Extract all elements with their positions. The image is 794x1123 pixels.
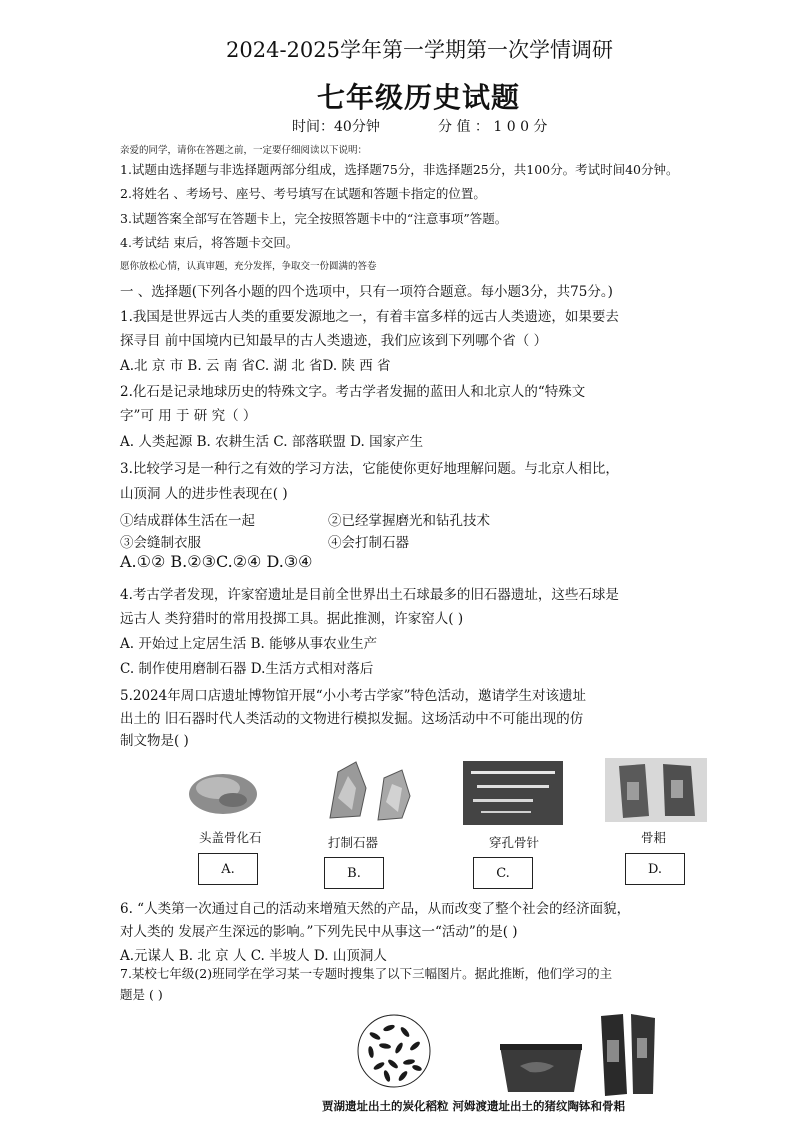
q1-line-2: 探寻目 前中国境内已知最早的古人类遗迹，我们应该到下列哪个省（ ） [120, 333, 548, 349]
carbonized-rice-image [355, 1012, 433, 1090]
q3-item-1: ①结成群体生活在一起 [120, 513, 255, 529]
q7-line-1: 7.某校七年级(2)班同学在学习某一专题时搜集了以下三幅图片。据此推断，他们学习的主 [120, 966, 613, 981]
q3-item-3: ③会缝制衣服 [120, 535, 201, 551]
perforated-bone-needle-image [463, 761, 563, 825]
q4-line-1: 4.考古学者发现，许家窑遗址是目前全世界出土石球最多的旧石器遗址，这些石球是 [120, 587, 619, 603]
choice-box-a: A. [198, 853, 258, 885]
q2-options: A. 人类起源 B. 农耕生活 C. 部落联盟 D. 国家产生 [120, 434, 424, 450]
q2-line-2: 字”可 用 于 研 究（ ） [120, 408, 257, 424]
caption-bone-spade: 骨耜 [641, 830, 667, 845]
exam-time: 时间：40分钟 [292, 119, 380, 135]
caption-bone-needle: 穿孔骨针 [489, 835, 540, 850]
q2-line-1: 2.化石是记录地球历史的特殊文字。考古学者发掘的蓝田人和北京人的“特殊文 [120, 384, 586, 400]
q5-line-1: 5.2024年周口店遗址博物馆开展“小小考古学家”特色活动，邀请学生对该遗址 [120, 688, 587, 704]
q5-line-3: 制文物是( ) [120, 733, 189, 749]
q7-line-2: 题是 ( ) [120, 987, 163, 1002]
q6-options: A.元谋人 B. 北 京 人 C. 半坡人 D. 山顶洞人 [120, 948, 387, 964]
choice-box-d: D. [625, 853, 685, 885]
q3-item-2: ②已经掌握磨光和钻孔技术 [328, 513, 490, 529]
q4-line-2: 远古人 类狩猎时的常用投掷工具。据此推测，许家窑人( ) [120, 611, 464, 627]
notice-item-3: 3.试题答案全部写在答题卡上，完全按照答题卡中的“注意事项”答题。 [120, 211, 508, 226]
notice-item-4: 4.考试结 束后，将答题卡交回。 [120, 235, 299, 250]
chipped-stone-tools-image [322, 758, 414, 824]
notice-item-2: 2.将姓名 、考场号、座号、考号填写在试题和答题卡指定的位置。 [120, 186, 486, 201]
q4-options-cd: C. 制作使用磨制石器 D.生活方式相对落后 [120, 661, 374, 677]
bone-spade-image [605, 758, 707, 822]
choice-box-b: B. [324, 857, 384, 889]
page-title: 七年级历史试题 [317, 81, 521, 114]
bone-spade-image-2 [597, 1010, 659, 1098]
school-exam-line: 2024-2025学年第一学期第一次学情调研 [226, 38, 613, 62]
caption-chipped-stone: 打制石器 [328, 835, 379, 850]
pig-pattern-pottery-bowl-image [496, 1040, 586, 1096]
q6-line-1: 6. “人类第一次通过自己的活动来增殖天然的产品，从而改变了整个社会的经济面貌， [120, 901, 631, 917]
caption-skull-fossil: 头盖骨化石 [199, 830, 262, 845]
q3-line-2: 山顶洞 人的进步性表现在( ) [120, 486, 288, 502]
q1-options: A.北 京 市 B. 云 南 省C. 湖 北 省D. 陕 西 省 [120, 358, 391, 374]
q3-item-4: ④会打制石器 [328, 535, 409, 551]
section-heading: 一 、选择题(下列各小题的四个选项中，只有一项符合题意。每小题3分，共75分。) [120, 284, 613, 300]
q3-line-1: 3.比较学习是一种行之有效的学习方法，它能使你更好地理解问题。与北京人相比， [120, 461, 619, 477]
notice-item-1: 1.试题由选择题与非选择题两部分组成，选择题75分，非选择题25分，共100分。考试时间40分钟。 [120, 162, 679, 177]
choice-box-c: C. [473, 857, 533, 889]
q5-line-2: 出土的 旧石器时代人类活动的文物进行模拟发掘。这场活动中不可能出现的仿 [120, 711, 584, 727]
exam-score: 分 值 ： 1 0 0 分 [438, 119, 548, 135]
q4-options-ab: A. 开始过上定居生活 B. 能够从事农业生产 [120, 636, 378, 652]
notice-wish: 愿你放松心情，认真审题，充分发挥，争取交一份圆满的答卷 [120, 261, 377, 272]
q7-image-caption: 贾湖遗址出土的炭化稻粒 河姆渡遗址出土的猪纹陶钵和骨耜 [322, 1099, 626, 1113]
q6-line-2: 对人类的 发展产生深远的影响。”下列先民中从事这一“活动”的是( ) [120, 924, 518, 940]
notice-intro: 亲爱的同学，请你在答题之前，一定要仔细阅读以下说明： [120, 145, 368, 156]
skull-fossil-image [183, 762, 263, 822]
q3-answers: A.①② B.②③C.②④ D.③④ [120, 552, 313, 571]
q1-line-1: 1.我国是世界远古人类的重要发源地之一，有着丰富多样的远古人类遗迹，如果要去 [120, 309, 619, 325]
